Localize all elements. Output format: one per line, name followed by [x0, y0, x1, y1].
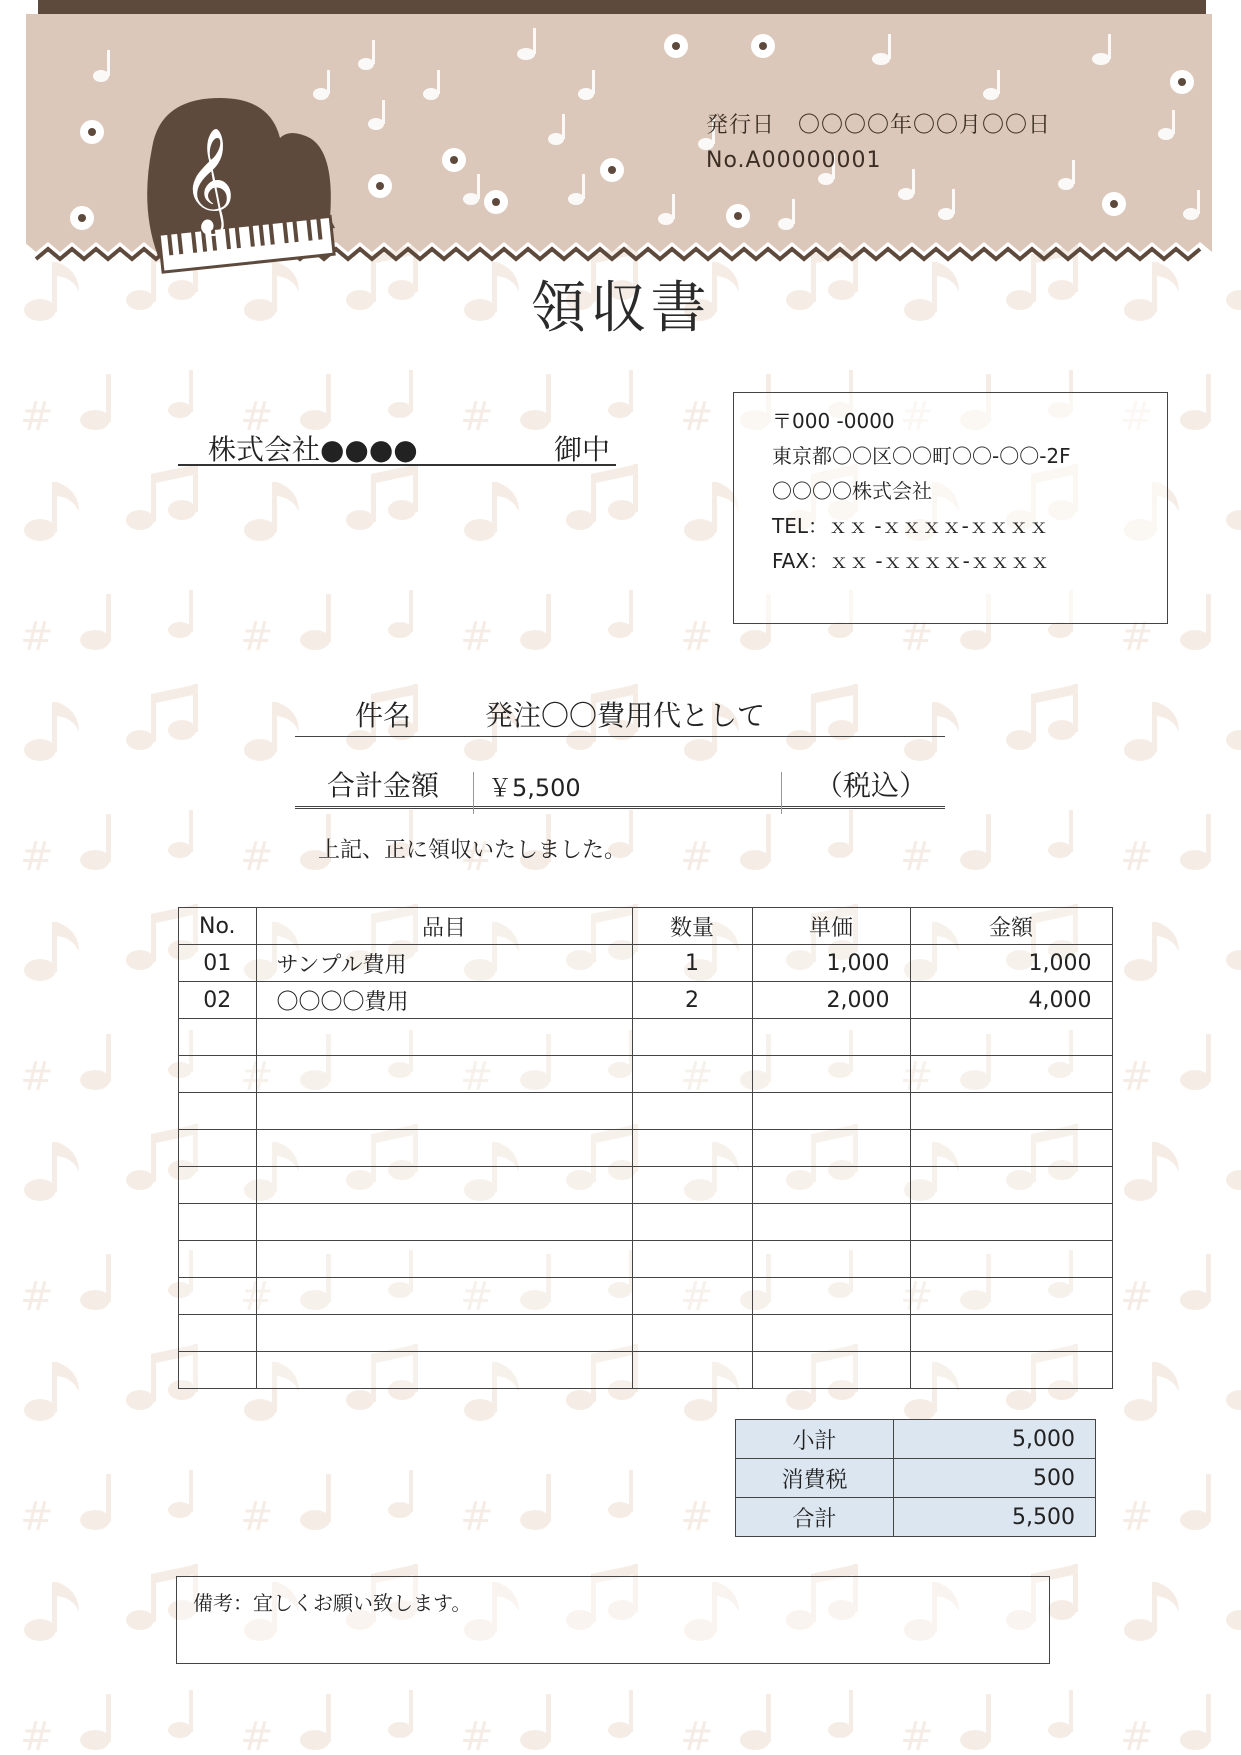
remarks-box	[176, 1576, 1050, 1664]
subtotal-label: 小計	[736, 1420, 894, 1459]
row-item: 〇〇〇〇費用	[256, 982, 632, 1019]
summary-row	[736, 1498, 1096, 1537]
row-item: サンプル費用	[256, 945, 632, 982]
row-unit-price	[752, 1352, 910, 1389]
row-qty	[632, 1019, 752, 1056]
issuer-company: 〇〇〇〇株式会社	[772, 479, 932, 503]
row-qty	[632, 1167, 752, 1204]
row-qty	[632, 1093, 752, 1130]
row-amount	[910, 1167, 1112, 1204]
row-unit-price	[752, 1130, 910, 1167]
row-qty	[632, 1352, 752, 1389]
issuer-box	[733, 392, 1168, 624]
row-unit-price: 1,000	[752, 945, 910, 982]
row-no	[179, 1352, 257, 1389]
row-unit-price	[752, 1241, 910, 1278]
treble-clef-icon: 𝄞	[182, 127, 236, 232]
table-row	[179, 945, 1113, 982]
row-amount	[910, 1315, 1112, 1352]
row-amount	[910, 1019, 1112, 1056]
subject-label: 件名	[355, 699, 412, 732]
row-qty: 2	[632, 982, 752, 1019]
row-no: 02	[179, 982, 257, 1019]
table-row	[179, 1204, 1113, 1241]
grand-piano-icon	[140, 98, 340, 288]
row-amount: 1,000	[910, 945, 1112, 982]
row-no	[179, 1167, 257, 1204]
row-item	[256, 1167, 632, 1204]
issuer-postal: 〒000 -0000	[772, 409, 895, 433]
row-no: 01	[179, 945, 257, 982]
row-no	[179, 1056, 257, 1093]
remarks-text: 備考：宜しくお願い致します。	[193, 1591, 472, 1615]
issuer-address: 東京都〇〇区〇〇町〇〇-〇〇-2F	[772, 444, 1071, 468]
row-item	[256, 1093, 632, 1130]
top-bar	[38, 0, 1206, 14]
table-row	[179, 1241, 1113, 1278]
row-qty	[632, 1315, 752, 1352]
row-item	[256, 1278, 632, 1315]
row-no	[179, 1315, 257, 1352]
row-no	[179, 1204, 257, 1241]
header-qty: 数量	[632, 908, 752, 945]
table-row	[179, 1093, 1113, 1130]
total-label: 合計金額	[327, 769, 440, 802]
issuer-tel: TEL：ｘｘ -ｘｘｘｘ-ｘｘｘｘ	[772, 514, 1049, 538]
summary-table	[735, 1419, 1096, 1537]
header-unit-price: 単価	[752, 908, 910, 945]
table-row	[179, 1278, 1113, 1315]
tax-note: （税込）	[815, 769, 928, 802]
row-item	[256, 1056, 632, 1093]
summary-row	[736, 1459, 1096, 1498]
table-row	[179, 1315, 1113, 1352]
table-row	[179, 1019, 1113, 1056]
row-item	[256, 1315, 632, 1352]
items-table	[178, 907, 1113, 1389]
row-item	[256, 1352, 632, 1389]
row-no	[179, 1019, 257, 1056]
recipient-honorific: 御中	[553, 433, 610, 466]
row-amount	[910, 1056, 1112, 1093]
row-item	[256, 1204, 632, 1241]
table-row	[179, 1352, 1113, 1389]
row-no	[179, 1278, 257, 1315]
row-qty: 1	[632, 945, 752, 982]
table-row	[179, 1056, 1113, 1093]
tax-label: 消費税	[736, 1459, 894, 1498]
row-qty	[632, 1056, 752, 1093]
subject-line	[295, 690, 945, 737]
tax-value: 500	[894, 1459, 1096, 1498]
recipient-line	[178, 428, 616, 466]
row-unit-price	[752, 1315, 910, 1352]
row-amount	[910, 1130, 1112, 1167]
row-unit-price	[752, 1056, 910, 1093]
row-unit-price: 2,000	[752, 982, 910, 1019]
issuer-fax: FAX：ｘｘ -ｘｘｘｘ-ｘｘｘｘ	[772, 549, 1050, 573]
total-amount-line	[295, 760, 945, 809]
total-value: ￥5,500	[488, 774, 581, 802]
row-no	[179, 1130, 257, 1167]
header-amount: 金額	[910, 908, 1112, 945]
row-no	[179, 1241, 257, 1278]
row-item	[256, 1019, 632, 1056]
row-unit-price	[752, 1204, 910, 1241]
row-unit-price	[752, 1278, 910, 1315]
receipt-number: No.A00000001	[706, 148, 882, 173]
row-amount	[910, 1352, 1112, 1389]
row-item	[256, 1241, 632, 1278]
table-row	[179, 1130, 1113, 1167]
received-statement: 上記、正に領収いたしました。	[318, 838, 627, 863]
table-row	[179, 1167, 1113, 1204]
row-unit-price	[752, 1167, 910, 1204]
header-no: No.	[179, 908, 257, 945]
row-qty	[632, 1241, 752, 1278]
row-qty	[632, 1278, 752, 1315]
header-item: 品目	[256, 908, 632, 945]
row-unit-price	[752, 1093, 910, 1130]
row-item	[256, 1130, 632, 1167]
row-no	[179, 1093, 257, 1130]
grand-total-value: 5,500	[894, 1498, 1096, 1537]
row-amount: 4,000	[910, 982, 1112, 1019]
subtotal-value: 5,000	[894, 1420, 1096, 1459]
row-amount	[910, 1278, 1112, 1315]
subject-value: 発注〇〇費用代として	[485, 699, 766, 732]
recipient-name: 株式会社●●●●	[208, 433, 418, 466]
table-header-row	[179, 908, 1113, 945]
grand-total-label: 合計	[736, 1498, 894, 1537]
row-unit-price	[752, 1019, 910, 1056]
row-amount	[910, 1204, 1112, 1241]
table-row	[179, 982, 1113, 1019]
row-amount	[910, 1093, 1112, 1130]
document-title: 領収書	[530, 276, 711, 341]
row-qty	[632, 1204, 752, 1241]
row-amount	[910, 1241, 1112, 1278]
row-qty	[632, 1130, 752, 1167]
issue-date: 発行日 〇〇〇〇年〇〇月〇〇日	[706, 113, 1052, 138]
summary-row	[736, 1420, 1096, 1459]
